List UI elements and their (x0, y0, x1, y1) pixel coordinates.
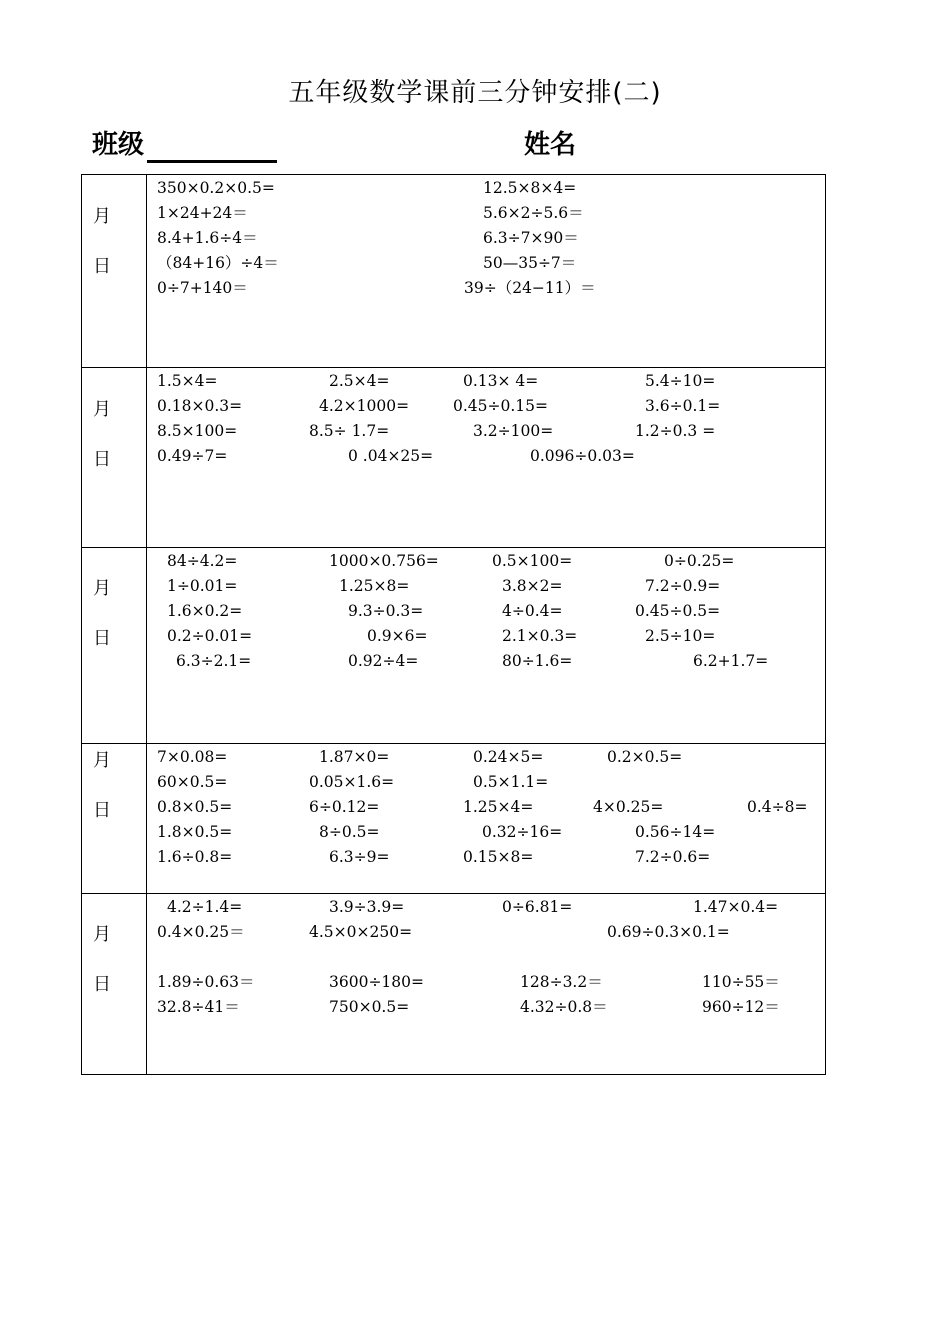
exercise-row (82, 548, 826, 744)
problem: 4.5×0×250= (309, 923, 413, 941)
problem: 3.8×2= (502, 577, 563, 595)
problem-cell (147, 368, 826, 548)
problem: 4÷0.4= (502, 602, 563, 620)
month-label: 月 (93, 750, 111, 771)
date-cell (82, 175, 147, 368)
problem: 0.69÷0.3×0.1= (607, 923, 730, 941)
month-label: 月 (93, 924, 111, 945)
problem: 128÷3.2＝ (520, 973, 603, 991)
problem: 6.3÷7×90＝ (483, 229, 579, 247)
problem: 6÷0.12= (309, 798, 380, 816)
problem: 0.45÷0.5= (635, 602, 721, 620)
problem: 1.25×8= (339, 577, 410, 595)
problem: 4.2×1000= (319, 397, 410, 415)
problem-cell (147, 744, 826, 894)
problem: 350×0.2×0.5= (157, 179, 275, 197)
exercise-row (82, 744, 826, 894)
problem: 960÷12＝ (702, 998, 780, 1016)
problem: 0.4÷8= (747, 798, 808, 816)
problem: 7.2÷0.6= (635, 848, 711, 866)
problem: 0.13× 4= (463, 372, 539, 390)
problem: 0.5×1.1= (473, 773, 549, 791)
problem: 8÷0.5= (319, 823, 380, 841)
problem: 110÷55＝ (702, 973, 780, 991)
problem: 0.05×1.6= (309, 773, 395, 791)
problem: 0.2×0.5= (607, 748, 683, 766)
problem: 1.87×0= (319, 748, 390, 766)
problem: 3.2÷100= (473, 422, 554, 440)
problem: 12.5×8×4= (483, 179, 577, 197)
problem-cell (147, 175, 826, 368)
day-label: 日 (93, 800, 111, 821)
problem: 0÷0.25= (664, 552, 735, 570)
problem: 2.5÷10= (645, 627, 716, 645)
problem: 0.096÷0.03= (530, 447, 635, 465)
problem: 2.1×0.3= (502, 627, 578, 645)
problem-cell (147, 894, 826, 1075)
problem: （84+16）÷4＝ (157, 254, 279, 272)
problem: 0.2÷0.01= (167, 627, 253, 645)
problem: 0.24×5= (473, 748, 544, 766)
problem: 1.8×0.5= (157, 823, 233, 841)
problem: 50—35÷7＝ (483, 254, 577, 272)
problem: 84÷4.2= (167, 552, 238, 570)
problem: 0.92÷4= (348, 652, 419, 670)
problem: 0÷6.81= (502, 898, 573, 916)
problem: 6.3÷2.1= (176, 652, 252, 670)
problem: 8.5÷ 1.7= (309, 422, 390, 440)
class-blank-line[interactable] (147, 160, 277, 163)
problem: 0.15×8= (463, 848, 534, 866)
problem: 1÷0.01= (167, 577, 238, 595)
problem: 1.89÷0.63＝ (157, 973, 255, 991)
problem: 8.4+1.6÷4＝ (157, 229, 258, 247)
day-label: 日 (93, 628, 111, 649)
problem: 8.5×100= (157, 422, 238, 440)
problem: 80÷1.6= (502, 652, 573, 670)
problem: 1000×0.756= (329, 552, 439, 570)
date-cell (82, 744, 147, 894)
problem: 9.3÷0.3= (348, 602, 424, 620)
problem: 1.47×0.4= (693, 898, 779, 916)
problem: 5.4÷10= (645, 372, 716, 390)
problem: 750×0.5= (329, 998, 410, 1016)
problem: 3600÷180= (329, 973, 425, 991)
problem: 1×24+24＝ (157, 204, 248, 222)
problem: 4×0.25= (593, 798, 664, 816)
problem: 0.18×0.3= (157, 397, 243, 415)
exercise-row (82, 368, 826, 548)
problem: 0.45÷0.15= (453, 397, 548, 415)
problem: 0.49÷7= (157, 447, 228, 465)
problem: 39÷（24−11）＝ (464, 279, 596, 297)
problem: 5.6×2÷5.6＝ (483, 204, 584, 222)
date-cell (82, 894, 147, 1075)
problem: 0 .04×25= (348, 447, 434, 465)
problem: 7.2÷0.9= (645, 577, 721, 595)
exercise-row (82, 894, 826, 1075)
problem: 0÷7+140＝ (157, 279, 248, 297)
problem: 1.6÷0.8= (157, 848, 233, 866)
problem: 0.4×0.25＝ (157, 923, 245, 941)
problem: 32.8÷41＝ (157, 998, 240, 1016)
problem: 6.2+1.7= (693, 652, 769, 670)
problem: 1.2÷0.3 = (635, 422, 716, 440)
class-label: 班级 (92, 130, 145, 160)
page-title: 五年级数学课前三分钟安排(二) (288, 78, 662, 108)
problem: 4.2÷1.4= (167, 898, 243, 916)
problem: 1.25×4= (463, 798, 534, 816)
day-label: 日 (93, 256, 111, 277)
name-label: 姓名 (524, 130, 577, 160)
problem: 0.9×6= (367, 627, 428, 645)
problem: 3.6÷0.1= (645, 397, 721, 415)
problem: 4.32÷0.8＝ (520, 998, 608, 1016)
date-cell (82, 548, 147, 744)
date-cell (82, 368, 147, 548)
exercise-row (82, 175, 826, 368)
problem: 0.32÷16= (482, 823, 563, 841)
problem: 0.56÷14= (635, 823, 716, 841)
day-label: 日 (93, 974, 111, 995)
problem: 1.6×0.2= (167, 602, 243, 620)
problem: 0.8×0.5= (157, 798, 233, 816)
problem: 1.5×4= (157, 372, 218, 390)
problem-cell (147, 548, 826, 744)
month-label: 月 (93, 578, 111, 599)
month-label: 月 (93, 206, 111, 227)
day-label: 日 (93, 449, 111, 470)
exercise-table (81, 174, 826, 1075)
problem: 7×0.08= (157, 748, 228, 766)
problem: 3.9÷3.9= (329, 898, 405, 916)
problem: 0.5×100= (492, 552, 573, 570)
problem: 60×0.5= (157, 773, 228, 791)
problem: 2.5×4= (329, 372, 390, 390)
month-label: 月 (93, 399, 111, 420)
problem: 6.3÷9= (329, 848, 390, 866)
